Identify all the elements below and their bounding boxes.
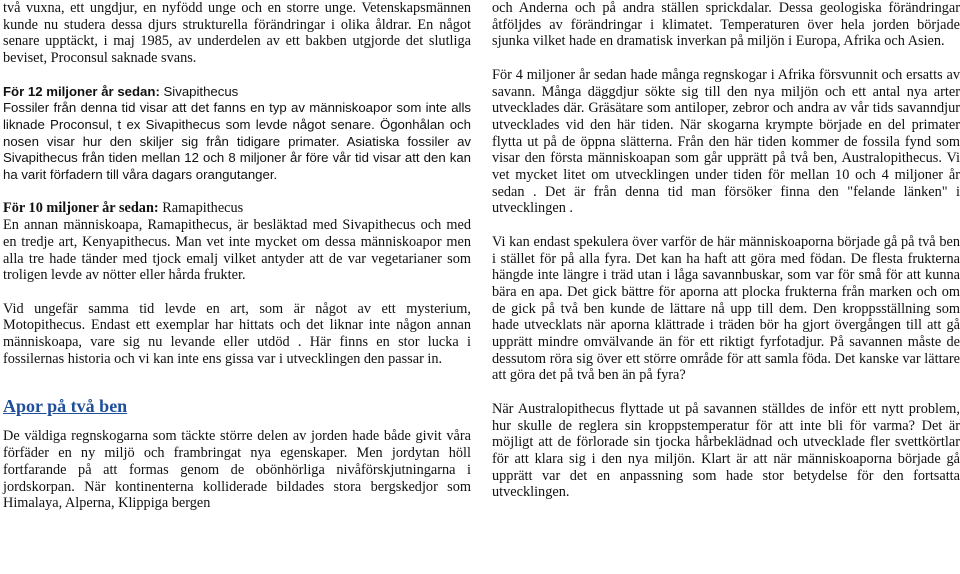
sivapithecus-paragraph: Fossiler från denna tid visar att det fanns en typ av människoapor som inte alls liknade Proconsul, t ex Sivapithecus som levde något senare. Ögonhålan och nosen visar hur den skiljer sig från tidigare primater. Asiatiska fossiler av Sivapithecus från tiden mellan 12 och 8 miljoner år före vår tid visar att den kan ha varit förfadern till våra dagars orangutanger. — [3, 100, 471, 183]
ramapithecus-heading-label: För 10 miljoner år sedan: — [3, 200, 159, 217]
ramapithecus-heading — [3, 200, 471, 217]
sivapithecus-heading — [3, 84, 471, 101]
section-heading: Apor på två ben — [3, 396, 128, 417]
ramapithecus-paragraph: En annan människoapa, Ramapithecus, är besläktad med Sivapithecus och med en tredje art, Kenyapithecus. Man vet inte mycket om dessa människoapor men alla tre hade tänder med tjock emalj vilket antyder att de var vegetarianer som troligen levde av nötter eller hårda frukter. — [3, 217, 471, 284]
right-paragraph-3: Vi kan endast spekulera över varför de här människoaporna började gå på två ben i stället för på alla fyra. Det kan ha haft att göra med födan. De flesta frukterna hängde inte längre i träd utan i låga savannbuskar, som var för små för att kunna bära en apa. Det gick bättre för aporna att plocka frukterna från marken och om de gick på två ben kunde de lättare nå upp till dem. Den kroppsställning som hade utvecklats när aporna klättrade i träden bör ha gjort övergången till att gå upprätt mindre omvälvande än för ett riktigt fyrfotadjur. På savannen måste de dessutom röra sig över ett större område för att samla föda. Det kanske var lättare att göra det på två ben än på fyra? — [492, 233, 960, 384]
ramapithecus-heading-name: Ramapithecus — [158, 200, 244, 217]
right-paragraph-2: För 4 miljoner år sedan hade många regnskogar i Afrika försvunnit och ersatts av savann. Många däggdjur sökte sig till den nya miljön och ett antal nya arter utvecklades där. Gräsätare som antiloper, zebror och andra av vår tids savanndjur utvecklades vid den här tiden. När skogarna krympte började en del primater flytta ut på de öppna slätterna. Från den här tiden kommer de fossila fynd som visar den första människoapan som går upprätt på två ben, Australopithecus. Vi vet mycket litet om utvecklingen under tiden för mellan 10 och 4 miljoner år sedan . Det är från denna tid man försöker finna den "felande länken" i utvecklingen . — [492, 66, 960, 217]
motopithecus-paragraph: Vid ungefär samma tid levde en art, som är något av ett mysterium, Motopithecus. Endast ett exemplar har hittats och det liknar inte någon annan människoapa, vare sig nu levande eller utdöd . Här finns en stor lucka i fossilernas historia och vi kan inte ens gissa var i utvecklingen den passar in. — [3, 300, 471, 367]
right-paragraph-4: När Australopithecus flyttade ut på savannen ställdes de inför ett nytt problem, hur skulle de reglera sin kroppstemperatur för att inte bli för varma? Det är möjligt att de förlorade sin tjocka hårbeklädnad och utvecklade fler svettkörtlar för att klara sig i den nya miljön. Klart är att när människoaporna började gå upprätt var det en anpassning som hade stor betydelse för den fortsatta utvecklingen. — [492, 400, 960, 501]
left-column — [3, 0, 471, 512]
right-column — [492, 0, 960, 501]
right-paragraph-1: och Anderna och på andra ställen sprickdalar. Dessa geologiska förändringar åtföljdes av förändringar i klimatet. Temperaturen över hela jorden började sjunka vilket hade en dramatisk inverkan på miljön i Europa, Afrika och Asien. — [492, 0, 960, 50]
sivapithecus-heading-name: Sivapithecus — [159, 83, 239, 99]
intro-paragraph: två vuxna, ett ungdjur, en nyfödd unge och en storre unge. Vetenskapsmännen kunde nu studera dessa djurs strukturella förändringar i olika åldrar. En något senare upptäckt, i maj 1985, av underdelen av ett bakben utgjorde det slutliga beviset, Proconsul saknade svans. — [3, 0, 471, 67]
sivapithecus-heading-label: För 12 miljoner år sedan: — [3, 83, 160, 99]
section-paragraph: De väldiga regnskogarna som täckte större delen av jorden hade både givit våra förfäder en ny miljö och frambringat nya egenskaper. Men jordytan höll fortfarande på att formas genom de obönhörliga nivåförskjutningarna i jordskorpan. När kontinenterna kolliderade bildades stora bergskedjor som Himalaya, Alperna, Klippiga bergen — [3, 428, 471, 512]
